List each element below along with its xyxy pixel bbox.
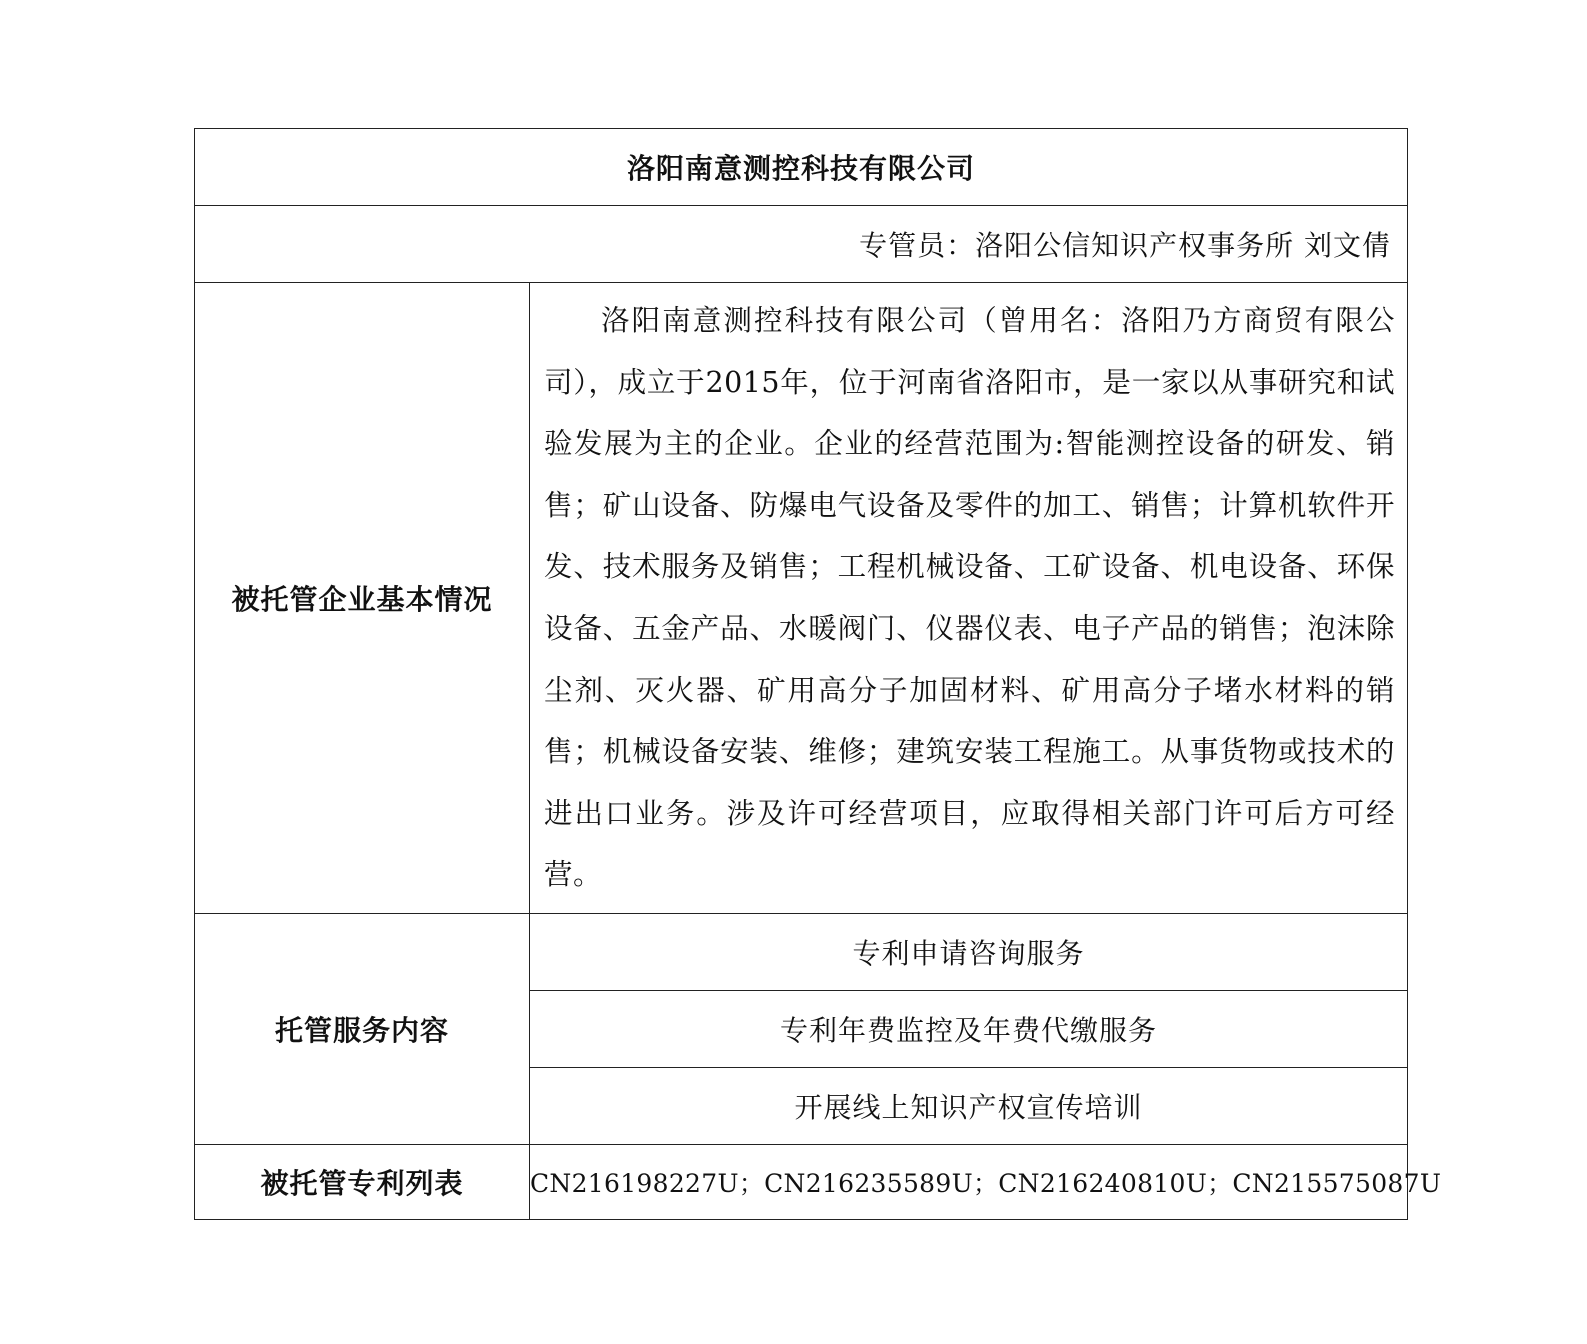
service-item: 开展线上知识产权宣传培训: [530, 1068, 1408, 1145]
manager-row: [195, 206, 1408, 283]
service-item: 专利申请咨询服务: [530, 914, 1408, 991]
company-title: 洛阳南意测控科技有限公司: [195, 129, 1408, 206]
services-label: 托管服务内容: [195, 914, 530, 1145]
company-description: 洛阳南意测控科技有限公司（曾用名：洛阳乃方商贸有限公司），成立于2015年，位于河南省洛阳市，是一家以从事研究和试验发展为主的企业。企业的经营范围为:智能测控设备的研发、销售；矿山设备、防爆电气设备及零件的加工、销售；计算机软件开发、技术服务及销售；工程机械设备、工矿设备、机电设备、环保设备、五金产品、水暖阀门、仪器仪表、电子产品的销售；泡沫除尘剂、灭火器、矿用高分子加固材料、矿用高分子堵水材料的销售；机械设备安装、维修；建筑安装工程施工。从事货物或技术的进出口业务。涉及许可经营项目，应取得相关部门许可后方可经营。: [530, 283, 1408, 914]
basic-info-row: [195, 283, 1408, 914]
patents-row: [195, 1145, 1408, 1220]
patent-list: CN216198227U；CN216235589U；CN216240810U；CN215575087U: [530, 1145, 1408, 1220]
title-row: [195, 129, 1408, 206]
hosting-info-table: [194, 128, 1442, 1220]
service-row: [195, 914, 1408, 991]
patents-label: 被托管专利列表: [195, 1145, 530, 1220]
service-item: 专利年费监控及年费代缴服务: [530, 991, 1408, 1068]
basic-info-label: 被托管企业基本情况: [195, 283, 530, 914]
manager-line: 专管员：洛阳公信知识产权事务所 刘文倩: [195, 206, 1408, 283]
